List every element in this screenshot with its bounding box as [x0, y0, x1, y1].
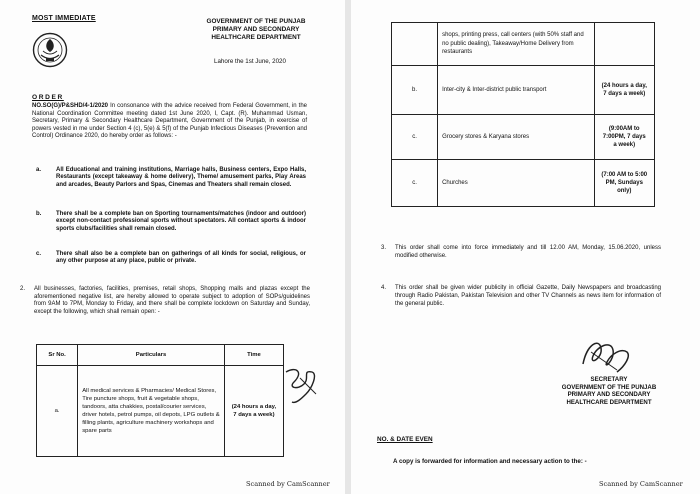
cell-sr: c. — [392, 115, 438, 160]
exemptions-table-continued — [391, 22, 655, 207]
list-item-text: There shall also be a complete ban on gatherings of all kinds for social, religious, or any other purpose at any place, public or private. — [56, 251, 306, 265]
header-line-1: GOVERNMENT OF THE PUNJAB — [206, 18, 306, 25]
table-row — [392, 23, 655, 66]
cell-particulars: All medical services & Pharmacies/ Medical Stores, Tire puncture shops, fruit & vegetable shops, tandoors, atta chakkies, postal/courier services, driver hotels, petrol pumps, oil depots, LPG outlets & filling plants, agriculture machinery workshops and spare parts — [78, 366, 225, 457]
cell-time: (24 hours a day, 7 days a week) — [224, 366, 283, 457]
cell-sr: b. — [392, 66, 438, 115]
cell-time: (9:00AM to 7:00PM, 7 days a week) — [594, 115, 654, 160]
cell-sr: c. — [392, 160, 438, 207]
order-paragraph — [32, 103, 307, 141]
signature-image — [577, 334, 637, 376]
cell-particulars: Grocery stores & Karyana stores — [438, 115, 594, 160]
list-marker: b. — [36, 211, 42, 217]
table-row — [392, 160, 655, 207]
list-item-text: All Educational and training institutions, Marriage halls, Business centers, Expo Halls, Restaurants (except takeaway & home delivery), Theme/ amusement parks, Play Areas and arcades, Beauty Parlors and Spas, Cinemas and Theaters shall remain closed. — [56, 167, 306, 188]
table-row — [392, 66, 655, 115]
cell-particulars: Inter-city & Inter-district public transport — [438, 66, 594, 115]
right-page — [351, 0, 700, 494]
table-row — [392, 115, 655, 160]
punjab-emblem-icon — [32, 32, 68, 68]
signatory-line-3: PRIMARY AND SECONDARY — [567, 391, 651, 399]
signatory-line-4: HEALTHCARE DEPARTMENT — [566, 398, 652, 406]
left-page — [0, 0, 345, 494]
list-item — [36, 167, 306, 189]
header-line-3: HEALTHCARE DEPARTMENT — [211, 34, 301, 42]
header-line-2: PRIMARY AND SECONDARY — [212, 26, 300, 34]
copy-forward-line: A copy is forwarded for information and necessary action to the: - — [393, 458, 587, 465]
no-date-even-label: NO. & DATE EVEN — [377, 436, 433, 443]
exemptions-table — [36, 344, 284, 457]
signatory-title: SECRETARY — [590, 376, 628, 383]
list-item — [36, 211, 306, 233]
cell-time — [594, 23, 654, 66]
header-particulars: Particulars — [78, 345, 225, 366]
paragraph-number: 3. — [381, 245, 387, 251]
signatory-line-2: GOVERNMENT OF THE PUNJAB — [561, 383, 657, 391]
signature-block — [549, 376, 669, 406]
header-time: Time — [224, 345, 283, 366]
table-row — [37, 366, 284, 457]
paragraph-4 — [381, 284, 661, 309]
order-title: ORDER — [32, 94, 64, 101]
header-sr-no: Sr No. — [37, 345, 78, 366]
cell-particulars: Churches — [438, 160, 594, 207]
date-line: Lahore the 1st June, 2020 — [214, 58, 286, 65]
paragraph-3-text: This order shall come into force immediately and till 12.00 AM, Monday, 15.06.2020, unless modified otherwise. — [395, 245, 661, 260]
cell-sr — [392, 23, 438, 66]
paragraph-number: 4. — [381, 285, 387, 291]
cell-time: (7:00 AM to 5:00 PM, Sundays only) — [594, 160, 654, 207]
department-header — [196, 18, 316, 43]
list-item — [36, 251, 306, 266]
cell-sr: a. — [37, 366, 78, 457]
paragraph-2-text: All businesses, factories, facilities, premises, retail shops, Shopping malls and plazas except the aforementioned negative list, are hereby allowed to operate subject to adoption of SOPs/guidelines from 9AM to 7PM, Monday to Friday, and there shall be complete lockdown on Saturday and Sunday, except the following, which shall remain open: - — [34, 286, 310, 315]
paragraph-4-text: This order shall be given wider publicity in official Gazette, Daily Newspapers and broadcasting through Radio Pakistan, Pakistan Television and other TV Channels as news item for information of the general public. — [395, 285, 661, 308]
paragraph-3 — [381, 244, 661, 260]
scanner-watermark: Scanned by CamScanner — [246, 480, 330, 488]
signature-initials-image — [282, 364, 322, 408]
paragraph-2 — [20, 286, 310, 316]
cell-time: (24 hours a day, 7 days a week) — [594, 66, 654, 115]
order-paragraph-text: In consonance with the advice received from Federal Government, in the National Coordination Committee meeting dated 1st June 2020, I, Capt. (R). Muhammad Usman, Secretary, Primary & Secondary Healthcare Department, Government of the Punjab, in exercise of powers vested in me under Section 4 (c), 5(e) & 5(f) of the Punjab Infectious Diseases (Prevention and Control) Ordinance 2020, do hereby order as follows: - — [32, 103, 308, 140]
list-item-text: There shall be a complete ban on Sporting tournaments/matches (indoor and outdoor) except non-contact professional sports without spectators. All contact sports & indoor sports clubs/facilities shall remain closed. — [56, 211, 306, 232]
paragraph-number: 2. — [20, 286, 26, 292]
cell-particulars: shops, printing press, call centers (with 50% staff and no public dealing), Takeaway/Home Delivery from restaurants — [438, 23, 594, 66]
table-header-row — [37, 345, 284, 366]
list-marker: a. — [36, 167, 42, 173]
list-marker: c. — [36, 251, 42, 257]
scanner-watermark: Scanned by CamScanner — [599, 480, 683, 488]
most-immediate-label: MOST IMMEDIATE — [32, 15, 96, 22]
order-number: NO.SO(G)/P&SHD/4-1/2020 — [32, 103, 109, 109]
